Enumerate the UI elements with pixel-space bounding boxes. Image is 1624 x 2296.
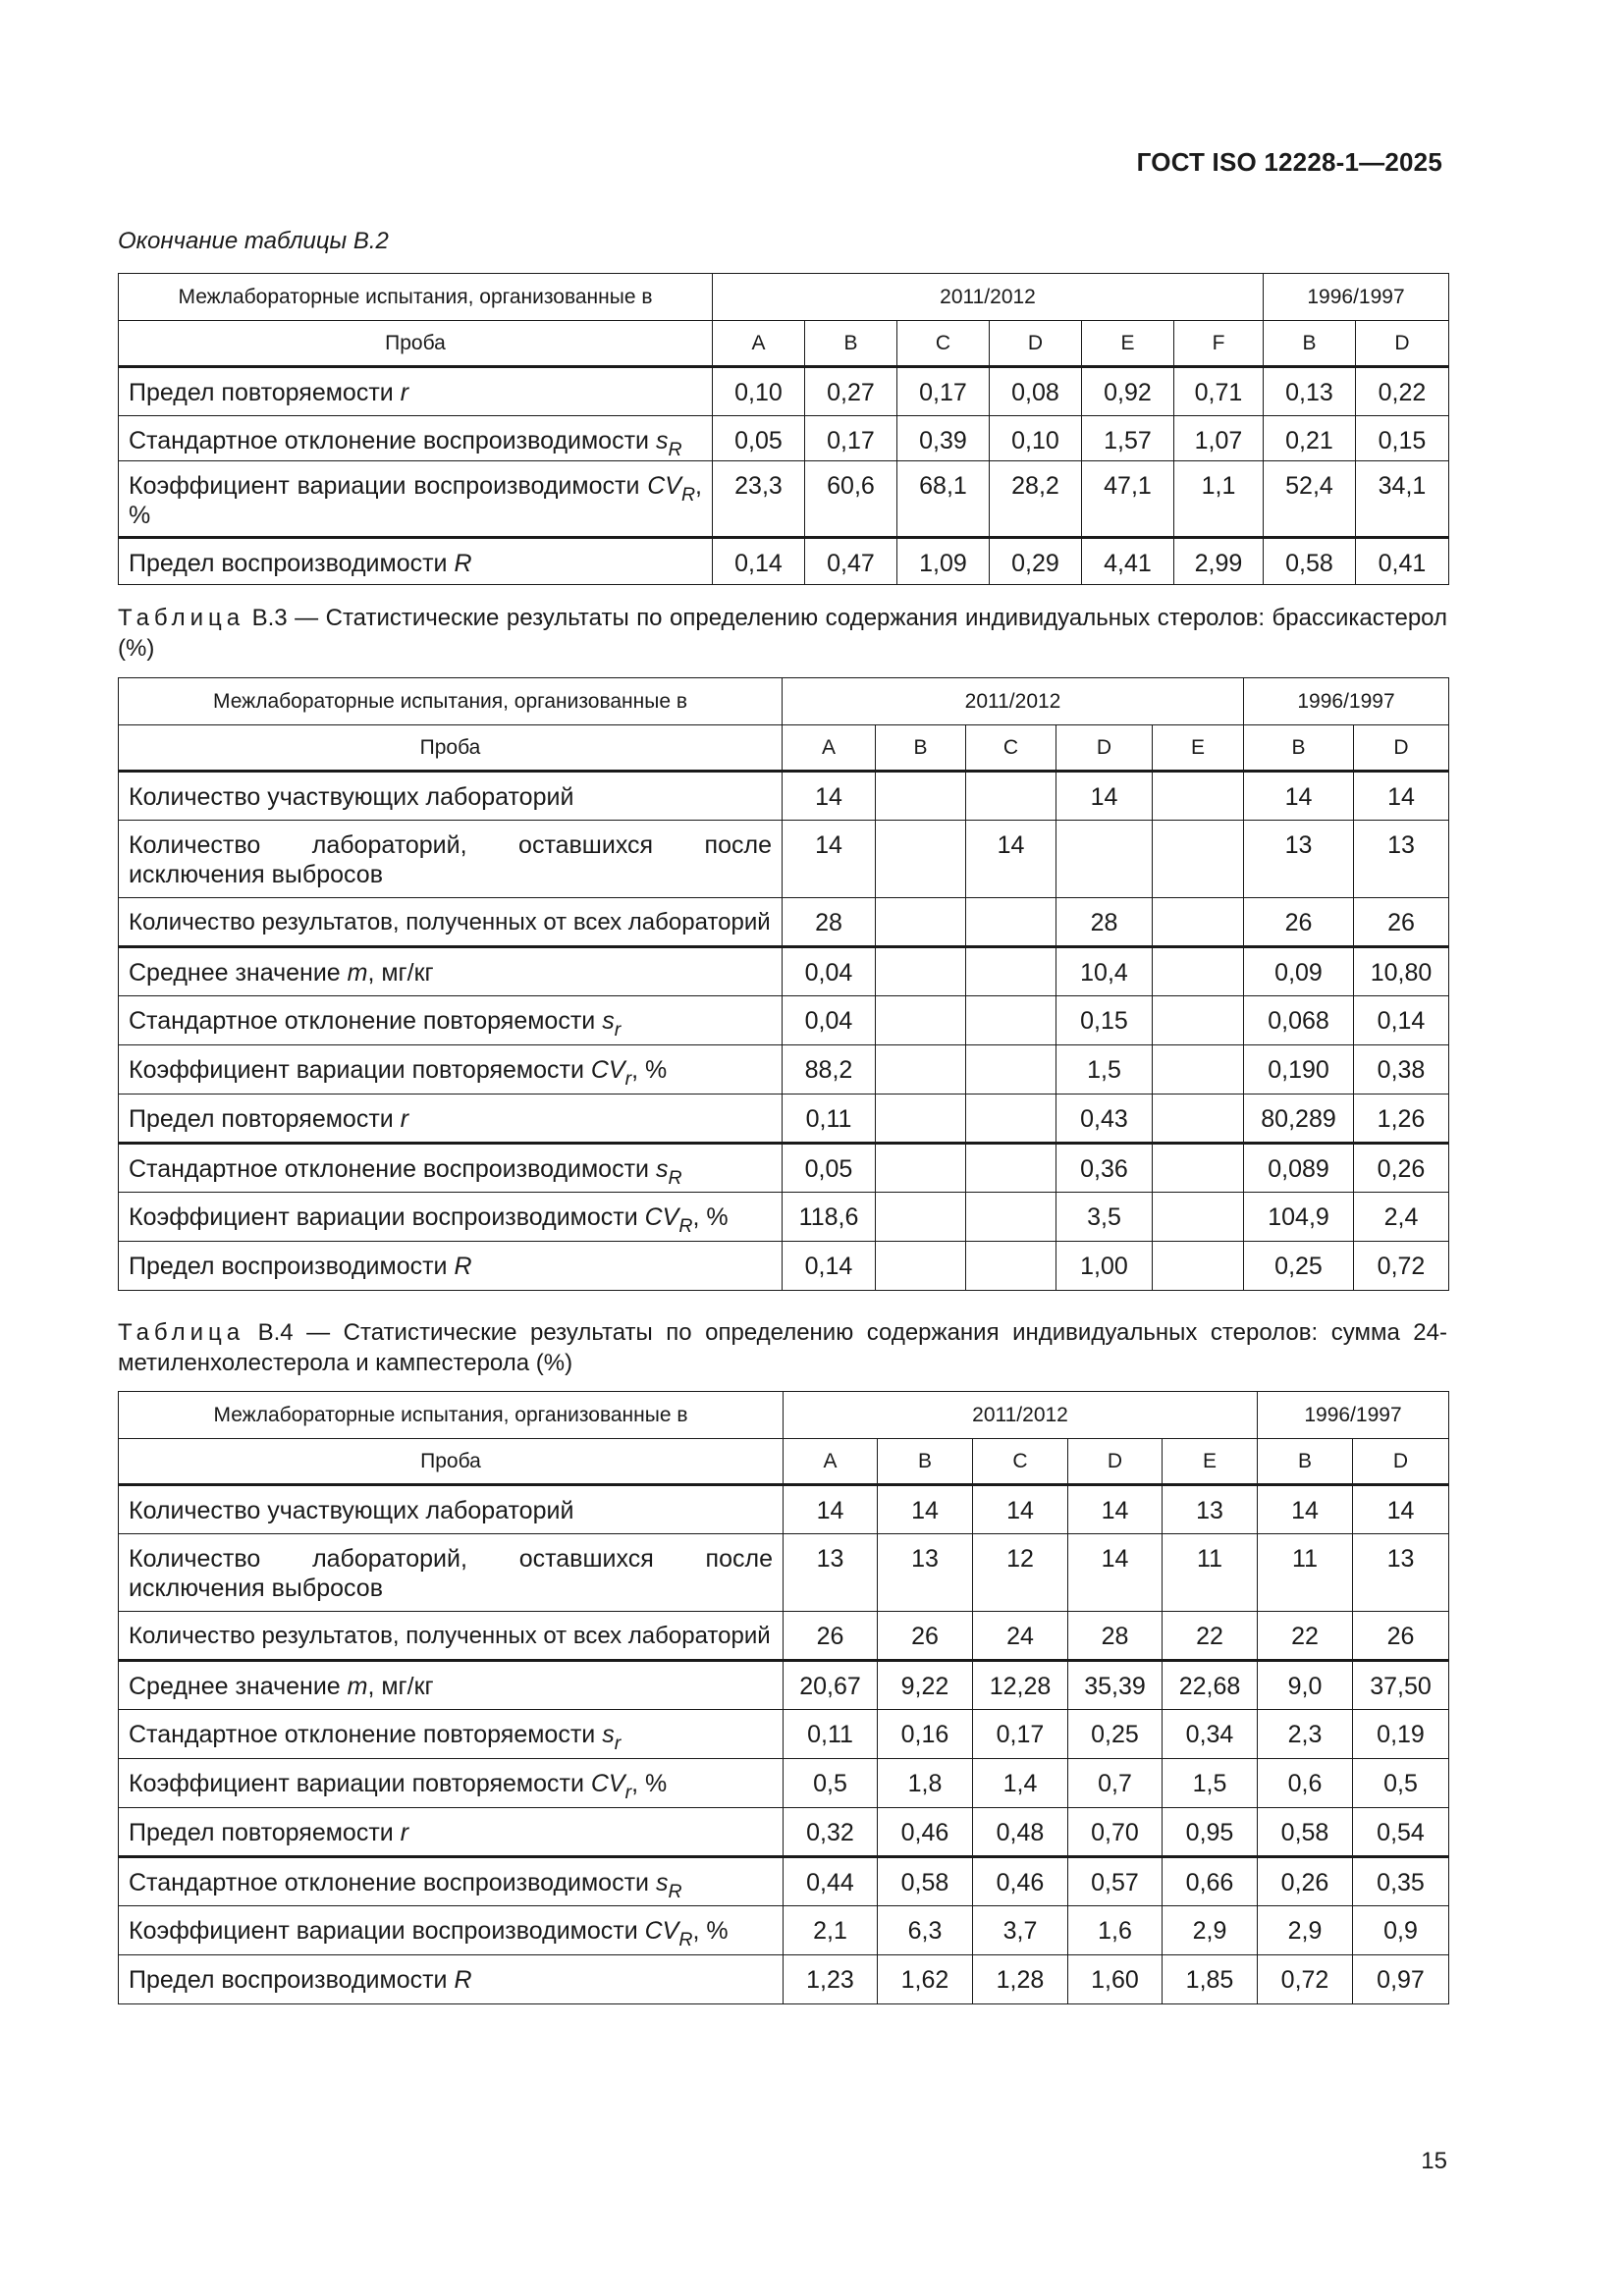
sample-col-header: B [1258,1439,1353,1485]
sample-col-header: F [1174,321,1264,367]
cell-value: 22,68 [1163,1661,1258,1710]
cell-value: 0,38 [1354,1045,1449,1095]
cell-value: 0,46 [878,1808,973,1857]
cell-value: 1,28 [973,1955,1068,2004]
sample-col-header: B [878,1439,973,1485]
cell-value: 0,17 [897,367,990,416]
cell-value [876,996,966,1045]
table-row [119,1906,1449,1955]
cell-value [1153,1242,1244,1291]
cell-value: 0,08 [990,367,1082,416]
cell-value: 0,190 [1244,1045,1354,1095]
cell-value: 0,22 [1356,367,1449,416]
cell-value: 0,57 [1068,1857,1163,1906]
cell-value: 13 [878,1534,973,1612]
cell-value: 1,09 [897,538,990,585]
row-label: Количество результатов, полученных от всех лабораторий [119,1612,784,1661]
sample-col-header: E [1163,1439,1258,1485]
cell-value: 2,9 [1258,1906,1353,1955]
cell-value [966,1193,1056,1242]
cell-value [966,1045,1056,1095]
cell-value: 28 [1056,898,1153,947]
cell-value [876,1242,966,1291]
cell-value: 1,00 [1056,1242,1153,1291]
sample-col-header: E [1153,725,1244,772]
cell-value: 0,17 [805,416,897,461]
cell-value: 0,32 [784,1808,878,1857]
table-b2-continuation-caption: Окончание таблицы В.2 [118,228,389,254]
table-label: Таблица [118,1319,245,1346]
sample-col-header: D [1356,321,1449,367]
org-header: Межлабораторные испытания, организованные в [119,678,783,725]
period-header: 1996/1997 [1264,274,1449,321]
cell-value: 26 [784,1612,878,1661]
sample-col-header: D [1354,725,1449,772]
cell-value: 0,48 [973,1808,1068,1857]
cell-value: 1,07 [1174,416,1264,461]
sample-col-header: E [1082,321,1174,367]
cell-value: 14 [1244,772,1354,821]
cell-value: 0,58 [1258,1808,1353,1857]
row-label: Количество лабораторий, оставшихся после исключения выбросов [119,1534,784,1612]
cell-value: 104,9 [1244,1193,1354,1242]
period-header: 1996/1997 [1258,1392,1449,1439]
cell-value: 1,62 [878,1955,973,2004]
cell-value: 0,05 [713,416,805,461]
cell-value: 3,5 [1056,1193,1153,1242]
cell-value: 0,19 [1353,1710,1449,1759]
cell-value: 26 [1353,1612,1449,1661]
sample-col-header: B [876,725,966,772]
cell-value: 12,28 [973,1661,1068,1710]
cell-value: 0,10 [713,367,805,416]
row-label: Коэффициент вариации воспроизводимости $CV_R$, % [119,1906,784,1955]
table-row [119,1808,1449,1857]
cell-value: 13 [1163,1485,1258,1534]
table-b4 [118,1391,1449,2004]
row-label: Предел воспроизводимости R [119,538,713,585]
cell-value: 0,21 [1264,416,1356,461]
sample-col-header: B [805,321,897,367]
cell-value: 14 [1068,1534,1163,1612]
cell-value: 0,15 [1056,996,1153,1045]
row-label: Предел воспроизводимости R [119,1955,784,2004]
cell-value: 23,3 [713,461,805,538]
cell-value: 14 [878,1485,973,1534]
cell-value: 0,09 [1244,947,1354,996]
sample-col-header: C [897,321,990,367]
cell-value: 1,85 [1163,1955,1258,2004]
cell-value [1153,947,1244,996]
cell-value [966,1242,1056,1291]
cell-value: 14 [1354,772,1449,821]
cell-value: 13 [784,1534,878,1612]
cell-value: 13 [1353,1534,1449,1612]
cell-value: 0,14 [713,538,805,585]
table-row [119,416,1449,461]
cell-value [1153,1045,1244,1095]
page-number: 15 [1421,2148,1447,2174]
table-row [119,996,1449,1045]
table-row [119,1857,1449,1906]
cell-value: 14 [1258,1485,1353,1534]
row-label: Предел повторяемости r [119,1095,783,1144]
table-row [119,1095,1449,1144]
cell-value: 14 [1068,1485,1163,1534]
cell-value: 1,57 [1082,416,1174,461]
row-label: Предел повторяемости r [119,1808,784,1857]
row-label: Количество результатов, полученных от всех лабораторий [119,898,783,947]
table-row [119,1955,1449,2004]
cell-value: 0,17 [973,1710,1068,1759]
cell-value: 0,39 [897,416,990,461]
cell-value: 0,35 [1353,1857,1449,1906]
cell-value: 11 [1163,1534,1258,1612]
row-label: Коэффициент вариации повторяемости $CV_r$, % [119,1759,784,1808]
cell-value: 0,92 [1082,367,1174,416]
sample-col-header: D [1056,725,1153,772]
cell-value: 3,7 [973,1906,1068,1955]
row-label: Среднее значение m, мг/кг [119,947,783,996]
cell-value: 9,22 [878,1661,973,1710]
row-label: Количество участвующих лабораторий [119,1485,784,1534]
cell-value: 14 [1056,772,1153,821]
cell-value: 0,58 [1264,538,1356,585]
row-label: Стандартное отклонение воспроизводимости $s_R$ [119,416,713,461]
cell-value: 1,8 [878,1759,973,1808]
org-header: Межлабораторные испытания, организованные в [119,274,713,321]
cell-value: 0,15 [1356,416,1449,461]
cell-value: 0,46 [973,1857,1068,1906]
cell-value: 0,04 [783,996,876,1045]
table-title-text: В.3 — Статистические результаты по определению содержания индивидуальных стеролов: брассикастерол (%) [118,605,1447,662]
cell-value: 14 [966,821,1056,898]
cell-value: 1,60 [1068,1955,1163,2004]
cell-value: 0,72 [1258,1955,1353,2004]
cell-value: 26 [878,1612,973,1661]
sample-col-header: A [784,1439,878,1485]
cell-value: 10,4 [1056,947,1153,996]
cell-value: 0,05 [783,1144,876,1193]
cell-value: 0,58 [878,1857,973,1906]
cell-value [1153,996,1244,1045]
cell-value [876,772,966,821]
row-label: Предел повторяемости r [119,367,713,416]
cell-value: 0,97 [1353,1955,1449,2004]
cell-value [1153,772,1244,821]
period-header: 2011/2012 [783,678,1244,725]
cell-value: 6,3 [878,1906,973,1955]
cell-value: 60,6 [805,461,897,538]
sample-col-header: B [1264,321,1356,367]
cell-value: 35,39 [1068,1661,1163,1710]
table-row [119,821,1449,898]
cell-value: 0,43 [1056,1095,1153,1144]
cell-value: 0,13 [1264,367,1356,416]
row-label: Среднее значение m, мг/кг [119,1661,784,1710]
cell-value [876,1095,966,1144]
sample-col-header: B [1244,725,1354,772]
table-row [119,1759,1449,1808]
period-header: 1996/1997 [1244,678,1449,725]
row-label: Стандартное отклонение воспроизводимости $s_R$ [119,1144,783,1193]
cell-value: 11 [1258,1534,1353,1612]
cell-value: 0,04 [783,947,876,996]
cell-value: 2,1 [784,1906,878,1955]
cell-value: 22 [1258,1612,1353,1661]
cell-value: 26 [1244,898,1354,947]
cell-value: 0,7 [1068,1759,1163,1808]
cell-value: 0,11 [783,1095,876,1144]
row-label: Количество лабораторий, оставшихся после исключения выбросов [119,821,783,898]
table-row [119,1144,1449,1193]
cell-value: 52,4 [1264,461,1356,538]
cell-value: 10,80 [1354,947,1449,996]
cell-value: 0,14 [1354,996,1449,1045]
cell-value: 0,26 [1258,1857,1353,1906]
cell-value: 0,71 [1174,367,1264,416]
table-row [119,1485,1449,1534]
table-b4-title [118,1317,1447,1378]
cell-value: 0,5 [784,1759,878,1808]
table-b3 [118,677,1449,1291]
cell-value: 0,14 [783,1242,876,1291]
cell-value: 0,068 [1244,996,1354,1045]
cell-value [966,996,1056,1045]
cell-value: 0,47 [805,538,897,585]
row-label: Количество участвующих лабораторий [119,772,783,821]
cell-value [876,1193,966,1242]
cell-value: 14 [783,821,876,898]
cell-value: 26 [1354,898,1449,947]
cell-value [966,947,1056,996]
cell-value [1153,898,1244,947]
cell-value: 0,41 [1356,538,1449,585]
cell-value: 14 [973,1485,1068,1534]
sample-col-header: D [990,321,1082,367]
table-row [119,461,1449,538]
table-row [119,1710,1449,1759]
cell-value: 1,26 [1354,1095,1449,1144]
sample-col-header: A [713,321,805,367]
cell-value: 1,5 [1056,1045,1153,1095]
cell-value: 1,5 [1163,1759,1258,1808]
table-row [119,772,1449,821]
cell-value: 1,6 [1068,1906,1163,1955]
cell-value: 0,34 [1163,1710,1258,1759]
cell-value: 0,25 [1244,1242,1354,1291]
cell-value: 14 [784,1485,878,1534]
cell-value: 0,089 [1244,1144,1354,1193]
cell-value: 34,1 [1356,461,1449,538]
sample-header: Проба [119,725,783,772]
cell-value: 1,4 [973,1759,1068,1808]
table-label: Таблица [118,605,245,631]
cell-value: 13 [1244,821,1354,898]
cell-value: 0,95 [1163,1808,1258,1857]
sample-header: Проба [119,321,713,367]
table-row [119,898,1449,947]
table-row [119,947,1449,996]
row-label: Стандартное отклонение повторяемости $s_r$ [119,1710,784,1759]
row-label: Коэффициент вариации повторяемости $CV_r$, % [119,1045,783,1095]
table-row [119,367,1449,416]
cell-value: 9,0 [1258,1661,1353,1710]
table-b2 [118,273,1449,585]
table-row [119,1534,1449,1612]
sample-col-header: A [783,725,876,772]
cell-value: 0,5 [1353,1759,1449,1808]
period-header: 2011/2012 [713,274,1264,321]
cell-value: 28 [1068,1612,1163,1661]
cell-value: 2,99 [1174,538,1264,585]
cell-value [966,772,1056,821]
cell-value: 118,6 [783,1193,876,1242]
cell-value: 12 [973,1534,1068,1612]
cell-value: 88,2 [783,1045,876,1095]
cell-value [966,898,1056,947]
cell-value: 0,27 [805,367,897,416]
row-label: Стандартное отклонение повторяемости $s_r$ [119,996,783,1045]
cell-value [1153,821,1244,898]
cell-value: 0,11 [784,1710,878,1759]
table-row [119,1045,1449,1095]
cell-value [876,1144,966,1193]
table-row [119,538,1449,585]
cell-value [876,947,966,996]
cell-value: 24 [973,1612,1068,1661]
table-row [119,1661,1449,1710]
cell-value: 0,29 [990,538,1082,585]
org-header: Межлабораторные испытания, организованные в [119,1392,784,1439]
cell-value: 2,3 [1258,1710,1353,1759]
cell-value: 28 [783,898,876,947]
cell-value: 0,26 [1354,1144,1449,1193]
cell-value [1056,821,1153,898]
table-row [119,1612,1449,1661]
cell-value: 22 [1163,1612,1258,1661]
cell-value: 4,41 [1082,538,1174,585]
table-b3-title [118,603,1447,664]
sample-col-header: D [1068,1439,1163,1485]
table-row [119,1242,1449,1291]
cell-value [876,898,966,947]
table-row [119,1193,1449,1242]
cell-value: 0,66 [1163,1857,1258,1906]
row-label: Стандартное отклонение воспроизводимости $s_R$ [119,1857,784,1906]
cell-value: 13 [1354,821,1449,898]
cell-value: 0,72 [1354,1242,1449,1291]
cell-value: 14 [1353,1485,1449,1534]
cell-value: 0,9 [1353,1906,1449,1955]
cell-value: 80,289 [1244,1095,1354,1144]
sample-col-header: D [1353,1439,1449,1485]
row-label: Коэффициент вариации воспроизводимости $CV_R$, % [119,461,713,538]
cell-value: 1,1 [1174,461,1264,538]
cell-value: 1,23 [784,1955,878,2004]
cell-value: 0,36 [1056,1144,1153,1193]
table-title-text: В.4 — Статистические результаты по определению содержания индивидуальных стеролов: сумма 24-метиленхолестерола и кампестерола (%) [118,1319,1447,1376]
sample-header: Проба [119,1439,784,1485]
cell-value [966,1144,1056,1193]
sample-col-header: C [973,1439,1068,1485]
cell-value: 0,16 [878,1710,973,1759]
cell-value: 14 [783,772,876,821]
cell-value: 2,4 [1354,1193,1449,1242]
cell-value: 28,2 [990,461,1082,538]
cell-value: 0,10 [990,416,1082,461]
cell-value [1153,1193,1244,1242]
cell-value: 47,1 [1082,461,1174,538]
cell-value: 2,9 [1163,1906,1258,1955]
cell-value [966,1095,1056,1144]
cell-value: 68,1 [897,461,990,538]
cell-value: 0,54 [1353,1808,1449,1857]
cell-value [876,1045,966,1095]
document-code: ГОСТ ISO 12228-1—2025 [1136,147,1442,177]
period-header: 2011/2012 [784,1392,1258,1439]
cell-value: 0,70 [1068,1808,1163,1857]
sample-col-header: C [966,725,1056,772]
cell-value [1153,1144,1244,1193]
row-label: Коэффициент вариации воспроизводимости $CV_R$, % [119,1193,783,1242]
cell-value: 20,67 [784,1661,878,1710]
cell-value: 0,6 [1258,1759,1353,1808]
cell-value [1153,1095,1244,1144]
cell-value: 0,44 [784,1857,878,1906]
cell-value: 37,50 [1353,1661,1449,1710]
cell-value [876,821,966,898]
cell-value: 0,25 [1068,1710,1163,1759]
row-label: Предел воспроизводимости R [119,1242,783,1291]
